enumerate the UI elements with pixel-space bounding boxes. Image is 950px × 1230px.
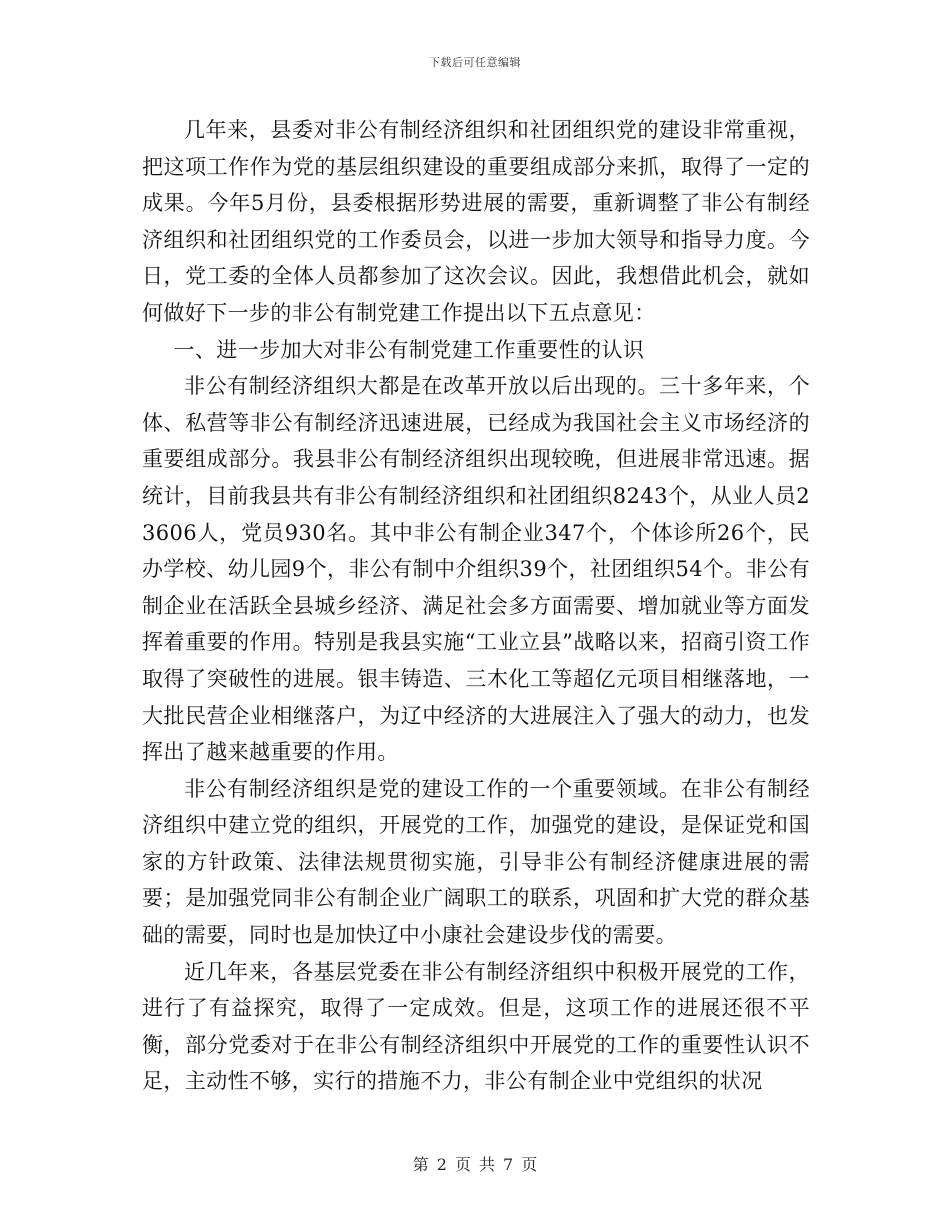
body-paragraph-statistics: 非公有制经济组织大都是在改革开放以后出现的。三十多年来，个体、私营等非公有制经济迅速进展，已经成为我国社会主义市场经济的重要组成部分。我县非公有制经济组织出现较晚，但进展非常迅速。据统计，目前我县共有非公有制经济组织和社团组织8243个，从业人员23606人，党员930名。其中非公有制企业347个，个体诊所26个，民办学校、幼儿园9个，非公有制中介组织39个，社团组织54个。非公有制企业在活跃全县城乡经济、满足社会多方面需要、增加就业等方面发挥着重要的作用。特别是我县实施“工业立县”战略以来，招商引资工作取得了突破性的进展。银丰铸造、三木化工等超亿元项目相继落地，一大批民营企业相继落户，为辽中经济的大进展注入了强大的动力，也发挥出了越来越重要的作用。 bbox=[142, 374, 811, 765]
body-paragraph-importance: 非公有制经济组织是党的建设工作的一个重要领域。在非公有制经济组织中建立党的组织，开展党的工作，加强党的建设，是保证党和国家的方针政策、法律法规贯彻实施，引导非公有制经济健康进展的需要；是加强党同非公有制企业广阔职工的联系，巩固和扩大党的群众基础的需要，同时也是加快辽中小康社会建设步伐的需要。 bbox=[142, 776, 810, 948]
document-body bbox=[142, 112, 810, 1100]
footer-total-unit: 页 bbox=[521, 1155, 538, 1174]
footer-prefix: 第 bbox=[412, 1155, 429, 1174]
body-paragraph-progress: 近几年来，各基层党委在非公有制经济组织中积极开展党的工作，进行了有益探究，取得了一定成效。但是，这项工作的进展还很不平衡，部分党委对于在非公有制经济组织中开展党的工作的重要性认识不足，主动性不够，实行的措施不力，非公有制企业中党组织的状况 bbox=[142, 959, 810, 1094]
page-footer bbox=[0, 1152, 950, 1175]
footer-current-page: 2 bbox=[436, 1155, 447, 1174]
footer-total-pages: 7 bbox=[503, 1155, 514, 1174]
body-paragraph-intro: 几年来，县委对非公有制经济组织和社团组织党的建设非常重视，把这项工作作为党的基层组织建设的重要组成部分来抓，取得了一定的成果。今年5月份，县委根据形势进展的需要，重新调整了非公有制经济组织和社团组织党的工作委员会，以进一步加大领导和指导力度。今日，党工委的全体人员都参加了这次会议。因此，我想借此机会，就如何做好下一步的非公有制党建工作提出以下五点意见： bbox=[142, 118, 810, 325]
footer-page-unit: 页 bbox=[454, 1155, 471, 1174]
footer-total-label: 共 bbox=[479, 1155, 496, 1174]
section-heading-1: 一、进一步加大对非公有制党建工作重要性的认识 bbox=[173, 337, 645, 362]
page-header-note: 下载后可任意编辑 bbox=[429, 56, 521, 69]
